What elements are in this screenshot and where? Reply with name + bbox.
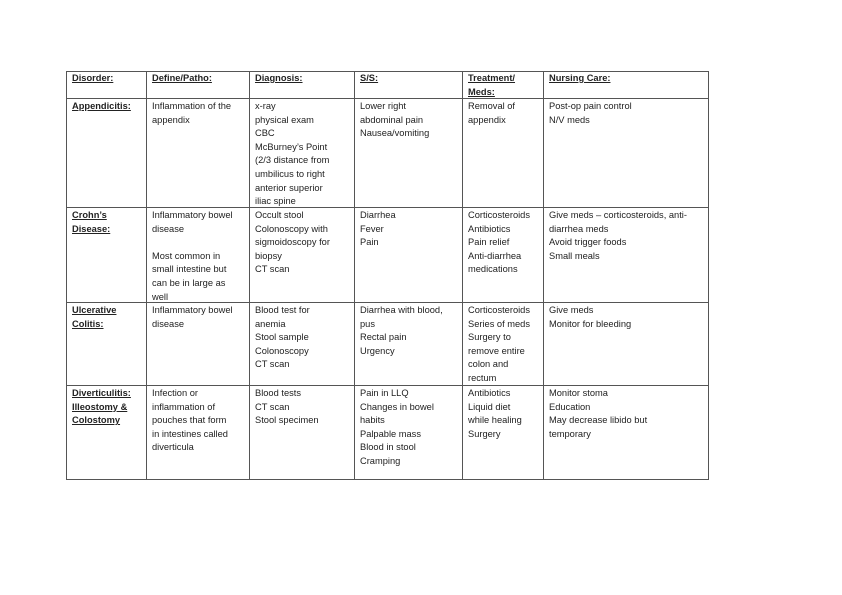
- disorders-table: [66, 71, 709, 480]
- header-define-patho: Define/Patho:: [152, 73, 212, 83]
- cell-treatment-meds: Corticosteroids Antibiotics Pain relief Anti-diarrhea medications: [468, 210, 531, 275]
- cell-nursing-care: Monitor stoma Education May decrease libido but temporary: [549, 388, 648, 439]
- header-nursing-care: Nursing Care:: [549, 73, 611, 83]
- cell-nursing-care: Post-op pain control N/V meds: [549, 101, 632, 125]
- cell-signs-symptoms: Lower right abdominal pain Nausea/vomiting: [360, 101, 430, 139]
- cell-treatment-meds: Removal of appendix: [468, 101, 516, 125]
- header-treatment-meds: Treatment/ Meds:: [468, 73, 516, 97]
- cell-treatment-meds: Antibiotics Liquid diet while healing Surgery: [468, 388, 522, 439]
- cell-nursing-care: Give meds Monitor for bleeding: [549, 305, 632, 329]
- header-disorder: Disorder:: [72, 73, 114, 83]
- cell-diagnosis: Blood tests CT scan Stool specimen: [255, 388, 319, 426]
- cell-diagnosis: Blood test for anemia Stool sample Colonoscopy CT scan: [255, 305, 310, 370]
- cell-signs-symptoms: Diarrhea Fever Pain: [360, 210, 396, 248]
- cell-disorder: Crohn’s Disease:: [72, 210, 111, 234]
- header-signs-symptoms: S/S:: [360, 73, 379, 83]
- cell-disorder: Appendicitis:: [72, 101, 131, 111]
- cell-nursing-care: Give meds – corticosteroids, anti- diarrhea meds Avoid trigger foods Small meals: [549, 210, 687, 261]
- cell-disorder: Diverticulitis: Illeostomy & Colostomy: [72, 388, 131, 426]
- cell-disorder: Ulcerative Colitis:: [72, 305, 117, 329]
- cell-define-patho: Inflammation of the appendix: [152, 101, 232, 125]
- header-diagnosis: Diagnosis:: [255, 73, 303, 83]
- cell-signs-symptoms: Diarrhea with blood, pus Rectal pain Urgency: [360, 305, 443, 356]
- cell-signs-symptoms: Pain in LLQ Changes in bowel habits Palpable mass Blood in stool Cramping: [360, 388, 434, 466]
- cell-treatment-meds: Corticosteroids Series of meds Surgery to remove entire colon and rectum: [468, 305, 531, 383]
- cell-define-patho: Infection or inflammation of pouches that form in intestines called diverticula: [152, 388, 228, 453]
- cell-define-patho: Inflammatory bowel disease Most common in small intestine but can be in large as well: [152, 210, 233, 302]
- cell-diagnosis: x-ray physical exam CBC McBurney’s Point (2/3 distance from umbilicus to right anterior superior iliac spine: [255, 101, 330, 207]
- cell-diagnosis: Occult stool Colonoscopy with sigmoidoscopy for biopsy CT scan: [255, 210, 330, 275]
- cell-define-patho: Inflammatory bowel disease: [152, 305, 233, 329]
